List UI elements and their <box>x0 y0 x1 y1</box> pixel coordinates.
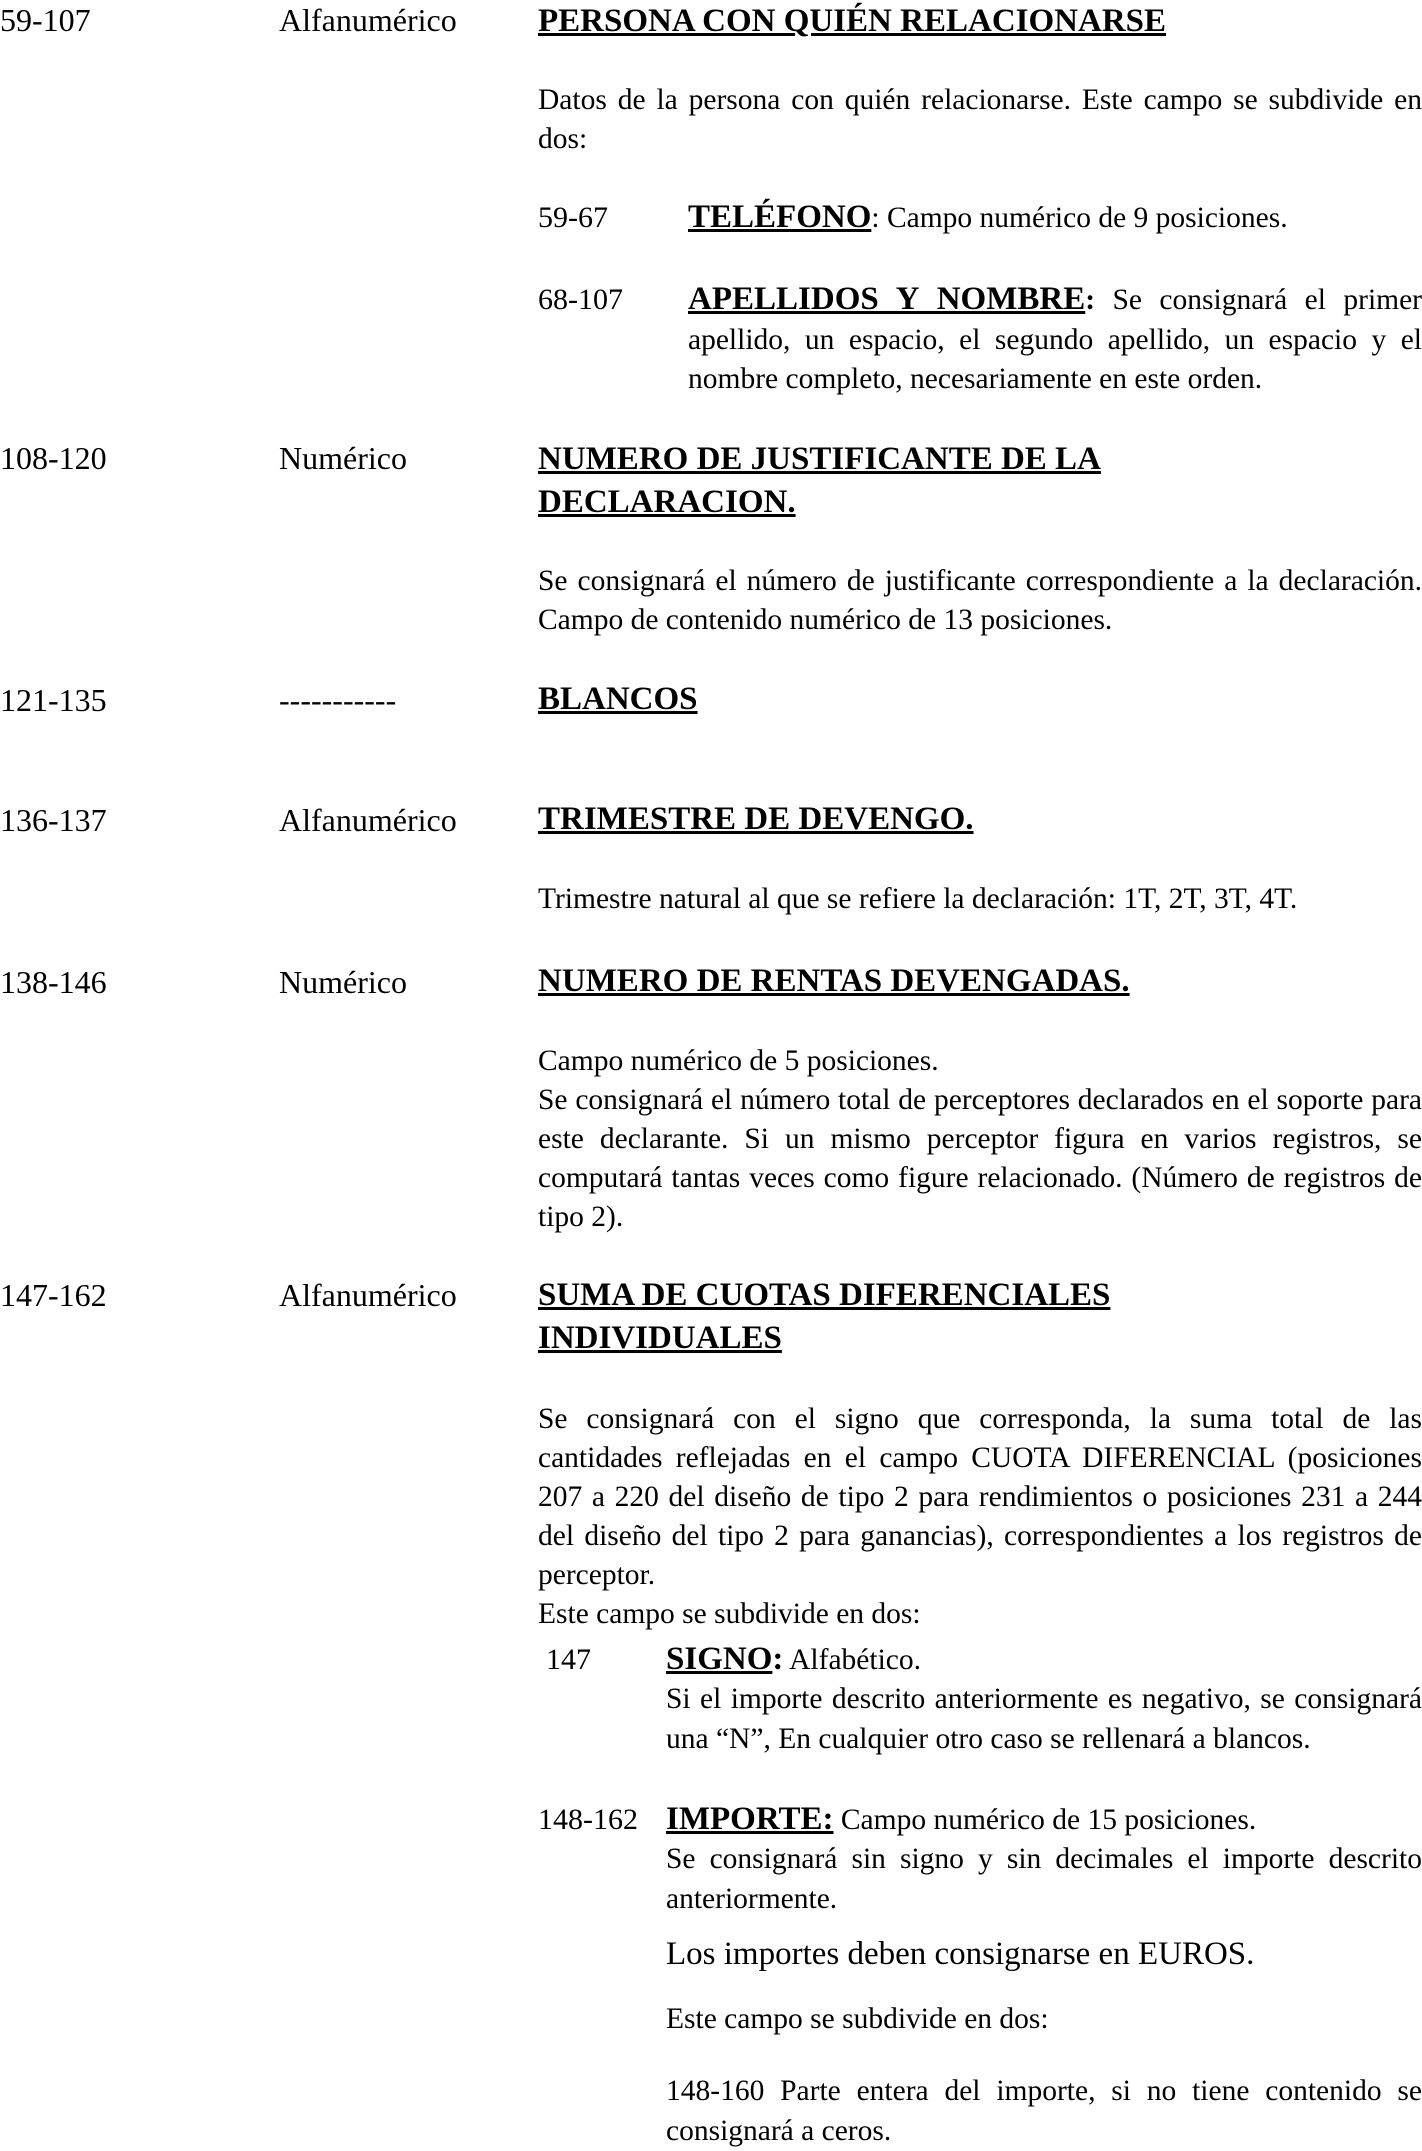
subfield-item: 148-160 Parte entera del importe, si no tiene contenido se consignará a ceros. <box>666 2075 1422 2147</box>
subfield-description <box>688 198 1422 239</box>
field-positions: 136-137 <box>0 802 107 838</box>
subfield-title: APELLIDOS Y NOMBRE <box>688 281 1086 317</box>
field-title: BLANCOS <box>538 681 698 717</box>
euros-note: Los importes deben consignarse en EUROS. <box>666 1936 1255 1972</box>
subfield-positions: 147 <box>546 1643 591 1676</box>
field-description: Se consignará con el signo que corresponda, la suma total de las cantidades reflejadas en el campo CUOTA DIFERENCIAL (posiciones 207 a 220 del diseño de tipo 2 para rendimientos o posiciones 231 a 244 del diseño del tipo 2 para ganancias), correspondientes a los registros de perceptor. <box>538 1403 1422 1591</box>
subfield-header <box>666 1640 1422 1681</box>
field-description: Se consignará el número de justificante correspondiente a la declaración. Campo de contenido numérico de 13 posiciones. <box>538 565 1422 636</box>
field-description-tail: Este campo se subdivide en dos: <box>538 1598 921 1630</box>
subfield-description <box>688 280 1422 400</box>
subdivide-note: Este campo se subdivide en dos: <box>666 2003 1049 2035</box>
field-title: NUMERO DE RENTAS DEVENGADAS. <box>538 963 1130 999</box>
field-description: Trimestre natural al que se refiere la declaración: 1T, 2T, 3T, 4T. <box>538 883 1298 915</box>
field-positions: 138-146 <box>0 964 107 1000</box>
field-title: TRIMESTRE DE DEVENGO. <box>538 801 974 837</box>
field-positions: 108-120 <box>0 440 107 476</box>
subfield-positions: 148-162 <box>538 1803 638 1836</box>
field-positions: 121-135 <box>0 682 107 718</box>
field-type: Alfanumérico <box>279 1277 457 1313</box>
field-description: Se consignará el número total de perceptores declarados en el soporte para este declarante. Si un mismo perceptor figura en varios registros, se computará tantas veces como figure relacionado. (Número de registros de tipo 2). <box>538 1084 1422 1233</box>
field-type: ----------- <box>279 682 397 718</box>
subfield-positions: 68-107 <box>538 283 623 316</box>
subfield-description: Si el importe descrito anteriormente es negativo, se consignará una “N”, En cualquier otro caso se rellenará a blancos. <box>666 1683 1422 1755</box>
subfield-text: Alfabético. <box>783 1644 921 1676</box>
field-type: Alfanumérico <box>279 802 457 838</box>
field-title: SUMA DE CUOTAS DIFERENCIALES INDIVIDUALES <box>538 1277 1111 1356</box>
subfield-text: Se consignará el primer apellido, un espacio, el segundo apellido, un espacio y el nombre completo, necesariamente en este orden. <box>688 284 1422 395</box>
subfield-text: Campo numérico de 15 posiciones. <box>833 1804 1257 1836</box>
subfield-separator: : <box>871 202 880 234</box>
field-type: Alfanumérico <box>279 2 457 38</box>
field-positions: 59-107 <box>0 2 91 38</box>
field-description: Datos de la persona con quién relacionarse. Este campo se subdivide en dos: <box>538 84 1422 155</box>
subfield-positions: 59-67 <box>538 201 608 234</box>
field-title: PERSONA CON QUIÉN RELACIONARSE <box>538 3 1167 39</box>
subfield-title: TELÉFONO <box>688 199 872 235</box>
subfield-title: IMPORTE: <box>666 1801 834 1837</box>
field-type: Numérico <box>279 964 407 1000</box>
subfield-header <box>666 1800 1422 1841</box>
subfield-separator: : <box>1085 284 1096 316</box>
field-type: Numérico <box>279 440 407 476</box>
field-positions: 147-162 <box>0 1277 107 1313</box>
subfield-description: Se consignará sin signo y sin decimales el importe descrito anteriormente. <box>666 1843 1422 1915</box>
field-description-line: Campo numérico de 5 posiciones. <box>538 1045 939 1077</box>
subfield-separator: : <box>772 1641 784 1677</box>
subfield-title: SIGNO <box>666 1641 773 1677</box>
subfield-text: Campo numérico de 9 posiciones. <box>879 202 1288 234</box>
field-title: NUMERO DE JUSTIFICANTE DE LA DECLARACION. <box>538 441 1101 520</box>
